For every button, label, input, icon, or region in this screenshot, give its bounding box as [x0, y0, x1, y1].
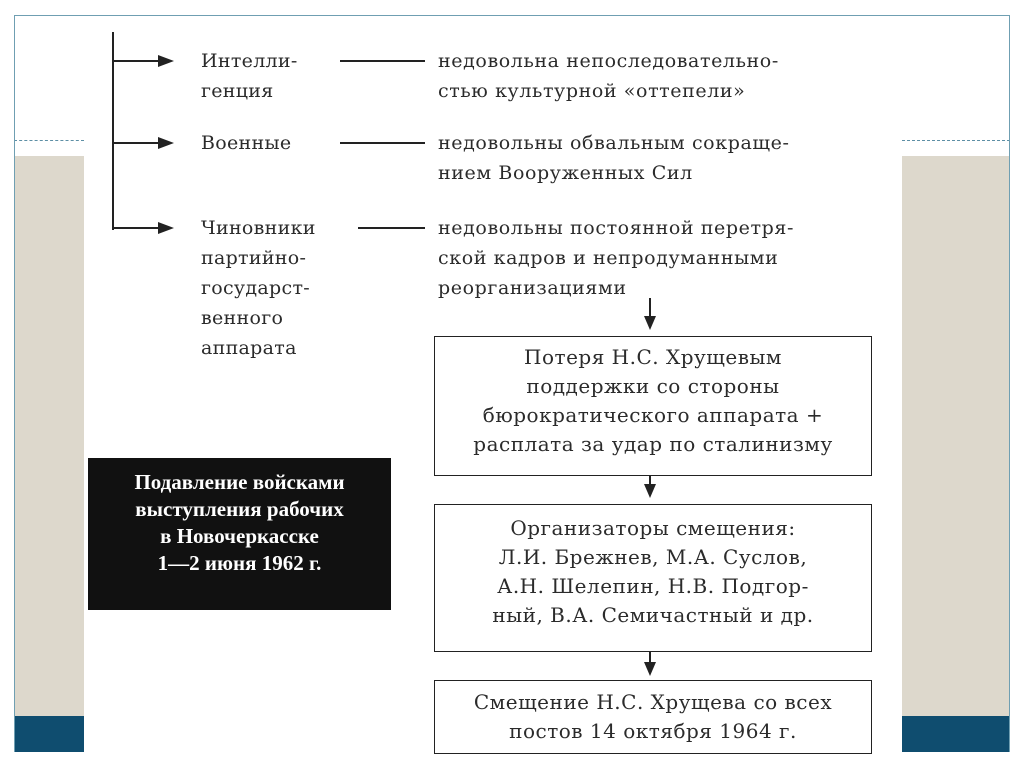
group-name-military: Военные: [201, 132, 292, 154]
group-name-officials: Чиновники партийно- государст- венного аппарата: [201, 217, 316, 359]
reason-officials: недовольны постоянной перетря- ской кадров и непродуманными реорганизациями: [438, 217, 794, 299]
reason-intelligentsia: недовольна непоследовательно- стью культурной «оттепели»: [438, 50, 779, 102]
arrowhead-military: [158, 137, 174, 149]
arrowhead-down-2: [644, 484, 656, 498]
novocherkassk-event-box: Подавление войсками выступления рабочих в Новочеркасске 1—2 июня 1962 г.: [88, 458, 391, 610]
box-removal: Смещение Н.С. Хрущева со всех постов 14 октября 1964 г.: [434, 680, 872, 754]
box-loss-of-support: Потеря Н.С. Хрущевым поддержки со стороны бюрократического аппарата + расплата за удар по сталинизму: [434, 336, 872, 476]
arrowhead-officials: [158, 222, 174, 234]
box-organizers: Организаторы смещения: Л.И. Брежнев, М.А. Суслов, А.Н. Шелепин, Н.В. Подгор- ный, В.А. Семичастный и др.: [434, 504, 872, 652]
group-name-intelligentsia: Интелли- генция: [201, 50, 298, 102]
reason-military: недовольны обвальным сокраще- нием Вооруженных Сил: [438, 132, 790, 184]
arrowhead-intelligentsia: [158, 55, 174, 67]
arrowhead-down-3: [644, 662, 656, 676]
arrowhead-down-1: [644, 316, 656, 330]
